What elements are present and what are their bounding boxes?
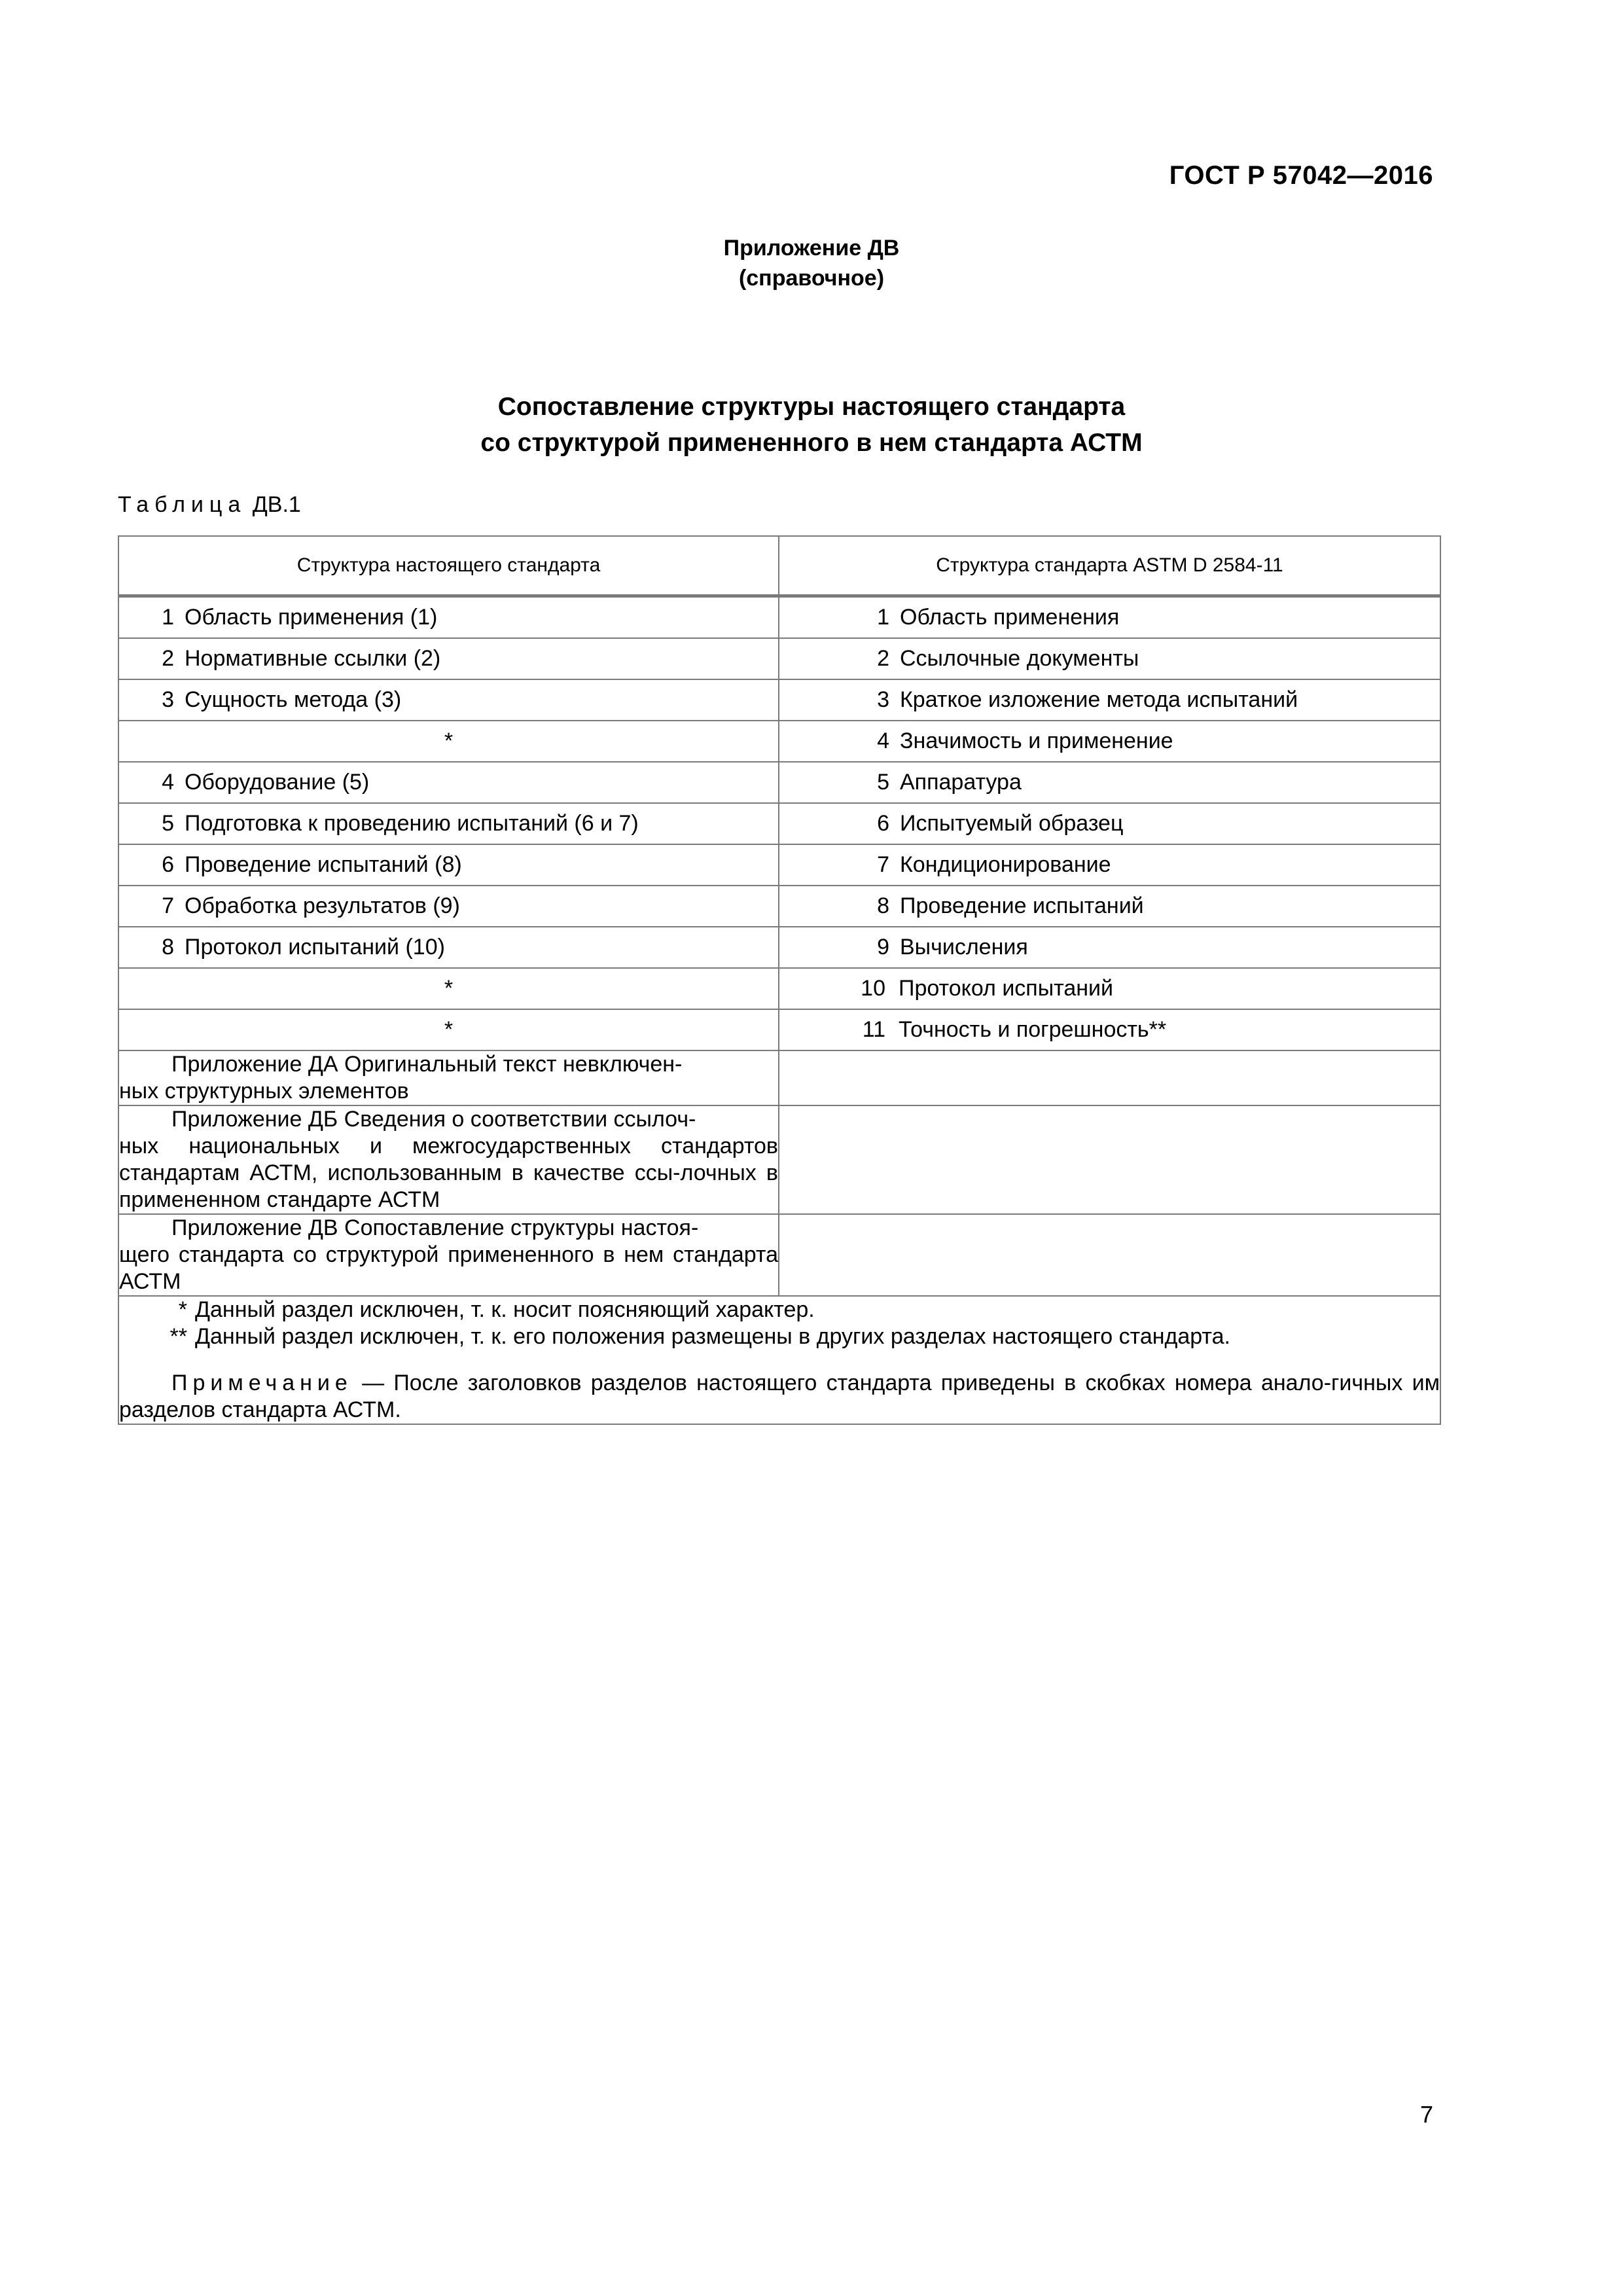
table-note (119, 1370, 1440, 1424)
appendix-text-rest: ных структурных элементов (119, 1079, 409, 1103)
table-footer (118, 1296, 1440, 1424)
section-title: Испытуемый образец (900, 811, 1124, 836)
right-cell (779, 1009, 1440, 1050)
appendix-text-first-line: Приложение ДА Оригинальный текст невключен- (171, 1052, 683, 1077)
appendix-text-rest: щего стандарта со структурой примененного в нем стандарта АСТМ (119, 1242, 778, 1294)
table-row (118, 1009, 1440, 1050)
note-text: — После заголовков разделов настоящего стандарта приведены в скобках номера анало-гичных им разделов стандарта АСТМ. (119, 1371, 1440, 1422)
section-number: 8 (162, 935, 174, 960)
left-cell (118, 927, 779, 968)
right-cell (779, 679, 1440, 721)
page-number: 7 (1419, 2101, 1433, 2128)
excluded-marker: * (118, 721, 779, 762)
section-title: Нормативные ссылки (2) (185, 646, 441, 671)
excluded-marker: * (118, 968, 779, 1009)
section-number: 2 (877, 646, 889, 671)
section-title: Значимость и применение (900, 728, 1173, 753)
section-number: 8 (877, 893, 889, 918)
table-row (118, 638, 1440, 679)
document-code: ГОСТ Р 57042—2016 (1169, 161, 1433, 190)
table-row (118, 721, 1440, 762)
section-number: 7 (877, 852, 889, 877)
table-footer-row (118, 1296, 1440, 1424)
footnote-text: Данный раздел исключен, т. к. носит поясняющий характер. (195, 1297, 815, 1322)
footnote-mark: ** (169, 1324, 187, 1349)
section-title: Кондиционирование (900, 852, 1111, 877)
table-row (118, 886, 1440, 927)
appendix-text-first-line: Приложение ДВ Сопоставление структуры настоя- (171, 1215, 699, 1240)
section-number: 5 (877, 770, 889, 795)
table-row (118, 762, 1440, 803)
section-title: Вычисления (900, 935, 1028, 960)
section-title: Обработка результатов (9) (185, 893, 460, 918)
main-title-line-1: Сопоставление структуры настоящего стандарта (497, 393, 1126, 421)
appendix-text-first-line: Приложение ДБ Сведения о соответствии ссылоч- (171, 1107, 696, 1132)
main-title (0, 389, 1623, 461)
empty-cell (779, 1050, 1440, 1105)
section-number: 11 (862, 1017, 885, 1042)
appendix-cell (118, 1050, 779, 1105)
section-title: Точность и погрешность** (899, 1017, 1167, 1042)
appendix-row (118, 1214, 1440, 1296)
left-cell (118, 762, 779, 803)
right-cell (779, 638, 1440, 679)
section-title: Аппаратура (900, 770, 1022, 795)
section-number: 7 (162, 893, 174, 918)
section-number: 10 (861, 976, 885, 1001)
table-row (118, 968, 1440, 1009)
table-header-row (118, 536, 1440, 596)
appendix-cell (118, 1214, 779, 1296)
section-number: 3 (162, 687, 174, 712)
appendix-row (118, 1050, 1440, 1105)
table-row (118, 596, 1440, 639)
appendix-cell (118, 1105, 779, 1214)
section-title: Область применения (1) (185, 605, 438, 630)
right-cell (779, 886, 1440, 927)
table-row (118, 803, 1440, 844)
appendix-text-rest: ных национальных и межгосударственных стандартов стандартам АСТМ, использованным в качестве ссы-лочных в примененном стандарте АСТМ (119, 1134, 778, 1212)
appendix-title: Приложение ДВ (723, 236, 900, 260)
section-title: Протокол испытаний (10) (185, 935, 445, 960)
table-row (118, 679, 1440, 721)
empty-cell (779, 1105, 1440, 1214)
section-number: 6 (877, 811, 889, 836)
structure-comparison-table (118, 535, 1441, 1425)
section-title: Оборудование (5) (185, 770, 370, 795)
appendix-heading (0, 233, 1623, 293)
appendix-subtitle: (справочное) (738, 266, 885, 291)
right-cell (779, 968, 1440, 1009)
section-number: 1 (162, 605, 174, 630)
column-header-current-standard: Структура настоящего стандарта (118, 536, 779, 596)
note-label: Примечание (171, 1371, 353, 1395)
right-cell (779, 927, 1440, 968)
footnote-mark: * (178, 1297, 187, 1322)
left-cell (118, 679, 779, 721)
table-caption-label: Таблица (118, 492, 247, 517)
section-title: Краткое изложение метода испытаний (900, 687, 1298, 712)
right-cell (779, 721, 1440, 762)
left-cell (118, 596, 779, 639)
footnote (119, 1323, 1440, 1350)
section-number: 4 (162, 770, 174, 795)
section-number: 3 (877, 687, 889, 712)
section-number: 6 (162, 852, 174, 877)
section-number: 9 (877, 935, 889, 960)
right-cell (779, 803, 1440, 844)
section-number: 4 (877, 728, 889, 753)
right-cell (779, 596, 1440, 639)
table-row (118, 927, 1440, 968)
section-number: 2 (162, 646, 174, 671)
footnote-text: Данный раздел исключен, т. к. его положения размещены в других разделах настоящего стандарта. (195, 1324, 1230, 1349)
table-caption-number: ДВ.1 (252, 492, 301, 517)
section-number: 1 (877, 605, 889, 630)
right-cell (779, 844, 1440, 886)
section-title: Проведение испытаний (8) (185, 852, 462, 877)
left-cell (118, 886, 779, 927)
section-title: Сущность метода (3) (185, 687, 402, 712)
section-title: Область применения (900, 605, 1120, 630)
section-title: Проведение испытаний (900, 893, 1144, 918)
section-number: 5 (162, 811, 174, 836)
right-cell (779, 762, 1440, 803)
column-header-astm-standard: Структура стандарта ASTM D 2584-11 (779, 536, 1440, 596)
excluded-marker: * (118, 1009, 779, 1050)
section-title: Протокол испытаний (899, 976, 1114, 1001)
left-cell (118, 638, 779, 679)
empty-cell (779, 1214, 1440, 1296)
appendix-row (118, 1105, 1440, 1214)
left-cell (118, 844, 779, 886)
footnote (119, 1297, 1440, 1323)
section-title: Ссылочные документы (900, 646, 1139, 671)
table-caption (118, 492, 301, 518)
left-cell (118, 803, 779, 844)
table-row (118, 844, 1440, 886)
main-title-line-2: со структурой примененного в нем стандарта АСТМ (480, 429, 1143, 457)
section-title: Подготовка к проведению испытаний (6 и 7) (185, 811, 639, 836)
